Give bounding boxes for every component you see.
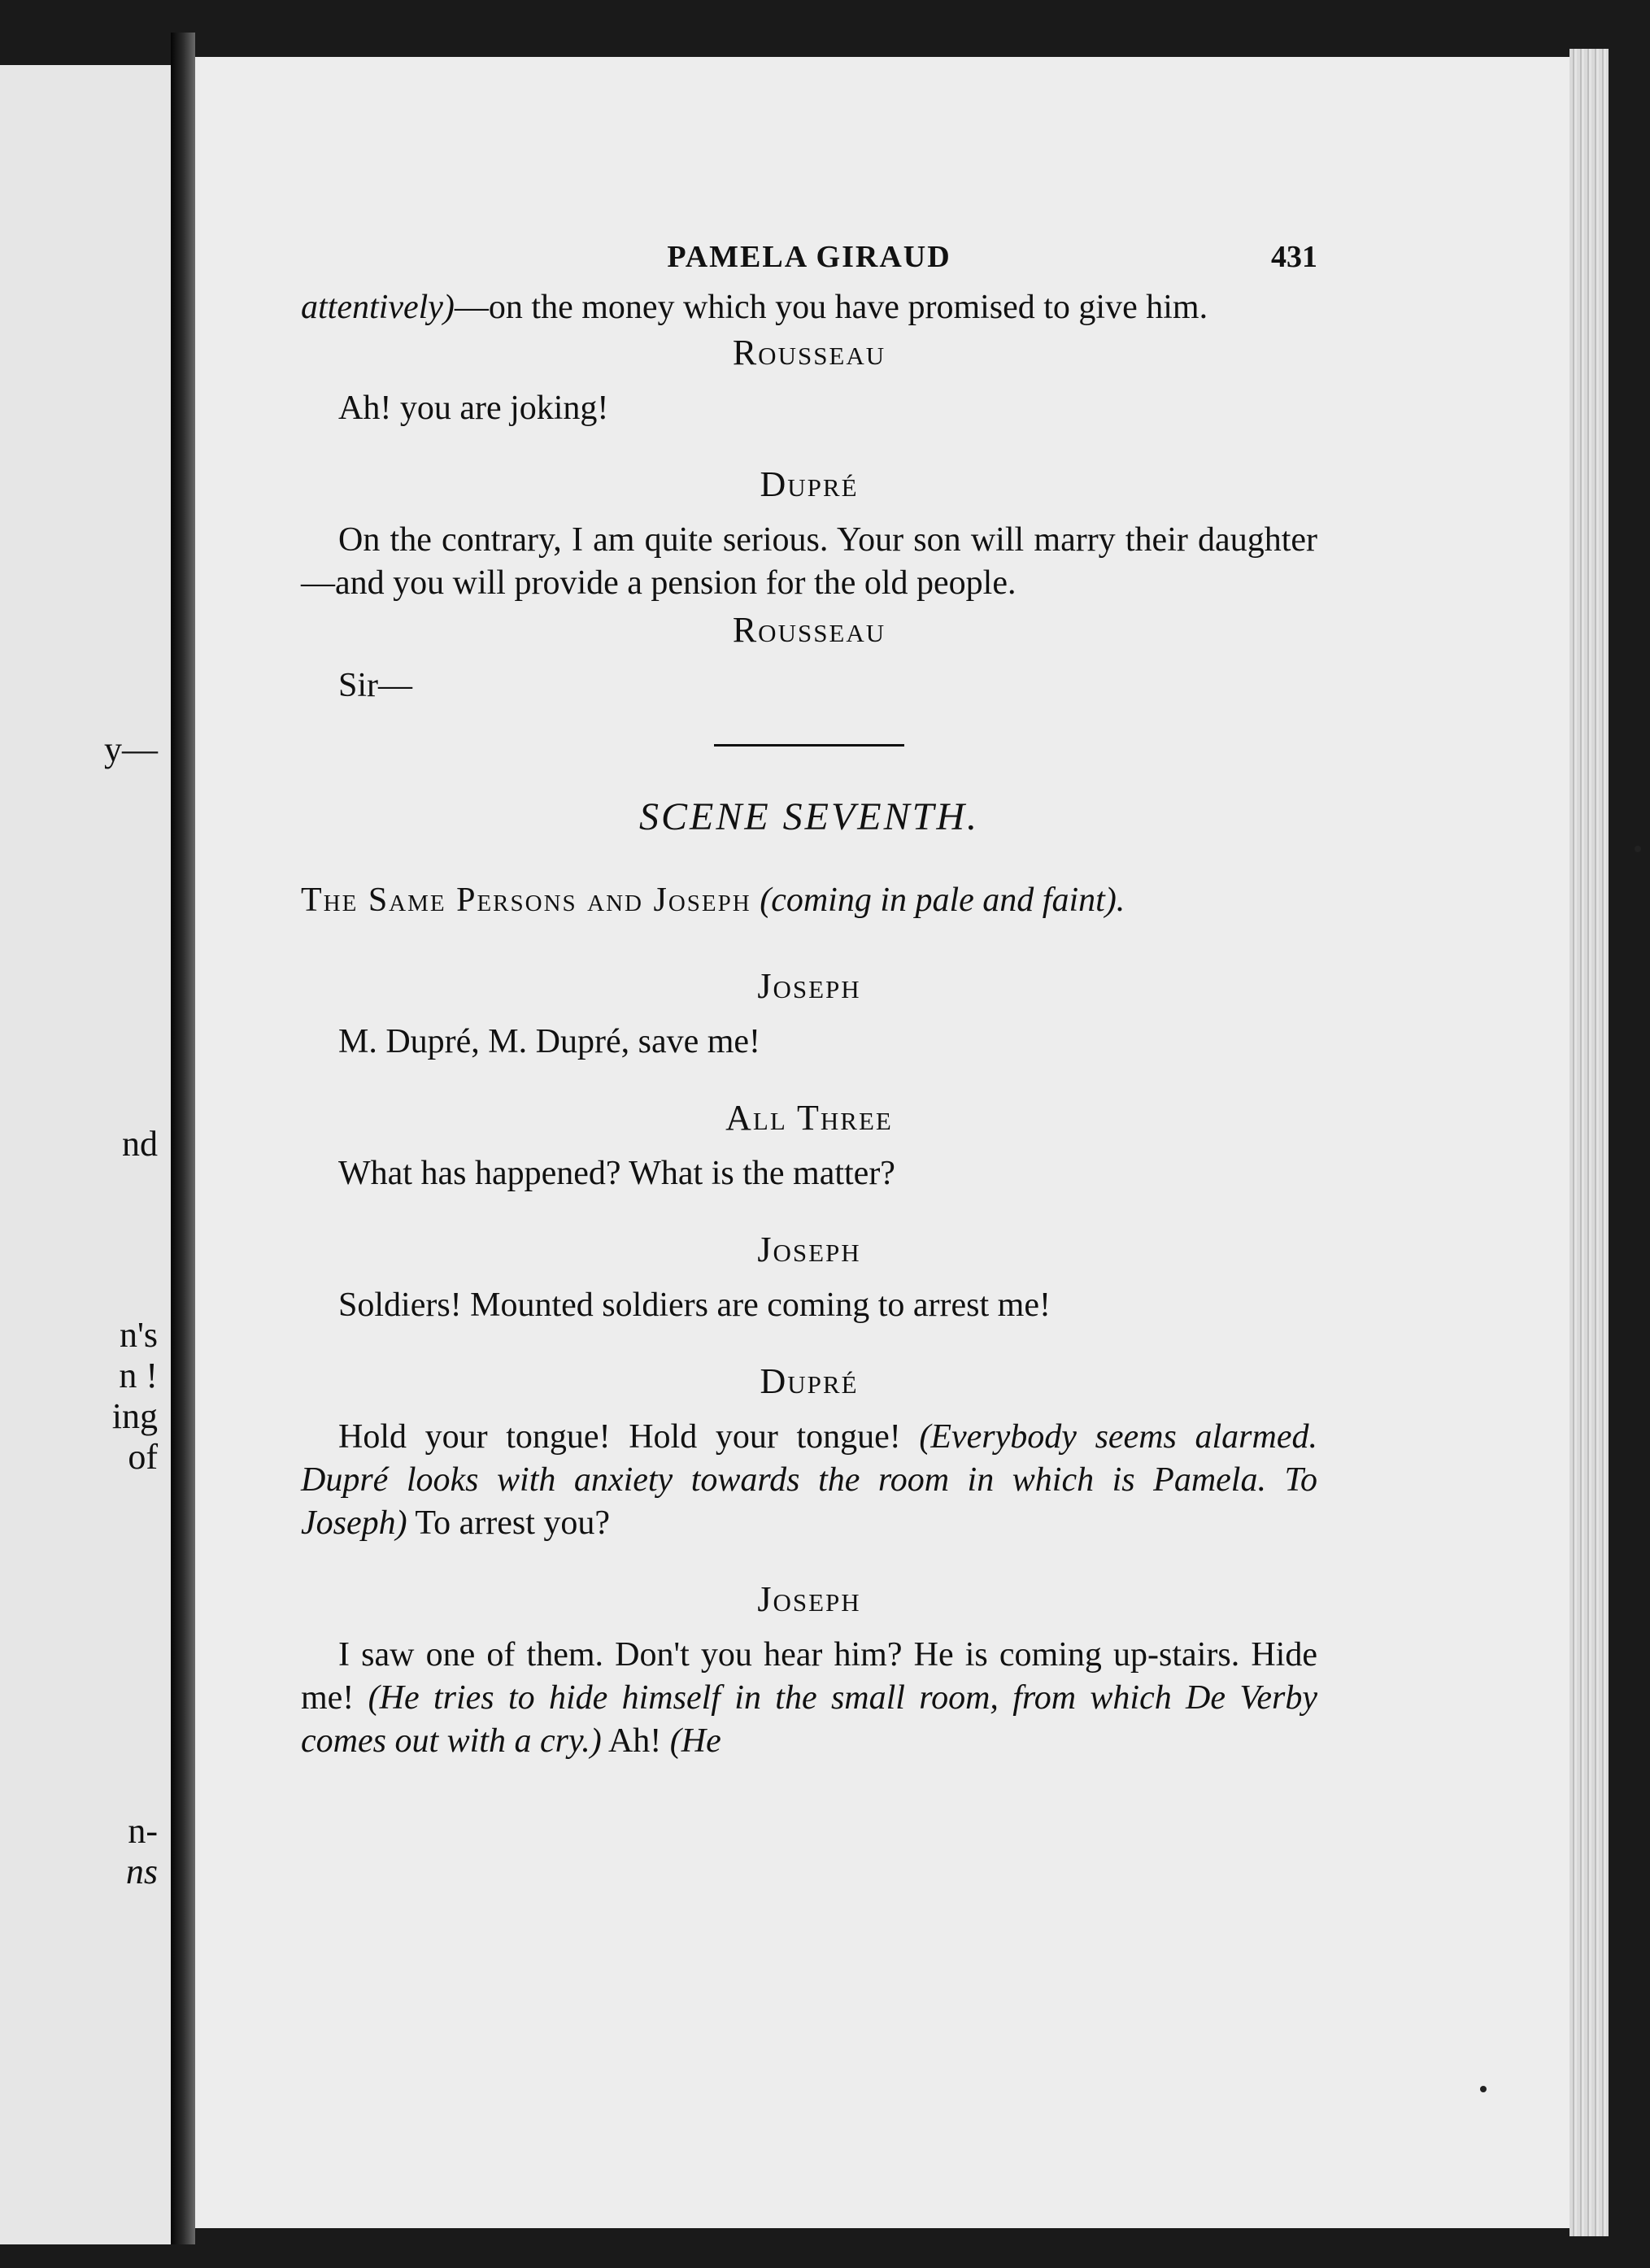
speaker-name: All Three [725,1098,893,1138]
facing-page-fragment: n- [128,1811,158,1851]
book-gutter [171,33,195,2244]
dialogue-line [301,1416,1317,1545]
dialogue-continuation [301,286,1317,329]
facing-page-fragment: of [128,1437,158,1477]
stage-direction: attentively) [301,289,455,326]
facing-page-edge [0,65,176,2244]
speaker-name: Joseph [757,1230,861,1269]
running-title: PAMELA GIRAUD [667,240,951,274]
scene-divider-rule [714,744,904,747]
stage-direction: (He tries to hide himself in the small room, from which De Verby comes out with a cry.) [301,1679,1317,1760]
facing-page-fragment: y— [104,729,158,769]
facing-page-fragment: nd [122,1124,158,1164]
speaker-name: Dupré [760,1361,859,1401]
dialogue-line: Sir— [338,667,413,704]
dialogue-line: On the contrary, I am quite serious. Your son will marry their daughter—and you will provide a pension for the old people. [301,521,1317,602]
dialogue-line: What has happened? What is the matter? [338,1155,895,1192]
scene-title: SCENE SEVENTH. [638,795,979,838]
facing-page-fragment: ns [125,1852,158,1891]
dialogue-line: M. Dupré, M. Dupré, save me! [338,1023,761,1060]
dialogue-text: To arrest you? [407,1504,610,1542]
speaker-name: Joseph [757,966,861,1006]
stage-direction: (coming in pale and faint). [760,882,1125,919]
page-number: 431 [1271,240,1317,274]
scene-entrance [301,879,1317,922]
page-content [301,236,1317,1763]
running-head [301,236,1317,286]
facing-page-fragment: n's [119,1315,158,1355]
speaker-name: Rousseau [732,610,886,650]
speaker-name: Joseph [757,1579,861,1619]
speaker-name: Rousseau [732,333,886,372]
dialogue-line: Ah! you are joking! [338,390,609,427]
dialogue-text: —on the money which you have promised to give him. [454,289,1208,326]
dialogue-text: I saw one of them. Don't you hear him? He is coming up-stairs. Hide me! [301,1636,1317,1717]
speaker-name: Dupré [760,464,859,504]
dialogue-line: Soldiers! Mounted soldiers are coming to arrest me! [338,1286,1051,1324]
facing-page-fragment: ing [111,1396,158,1436]
facing-page-fragment: n ! [119,1356,158,1395]
stage-direction: (He [669,1722,721,1760]
dialogue-text: Hold your tongue! Hold your tongue! [338,1418,920,1456]
dialogue-line [301,1634,1317,1763]
dialogue-text: Ah! [601,1722,670,1760]
entrance-names: The Same Persons and Joseph [301,882,751,919]
page-edges [1569,49,1609,2236]
scan-speck [1480,2086,1487,2092]
scan-speck [1635,846,1641,852]
stage-direction: (Everybody seems alarmed. Dupré looks with anxiety towards the room in which is Pamela. To Joseph) [301,1418,1317,1542]
